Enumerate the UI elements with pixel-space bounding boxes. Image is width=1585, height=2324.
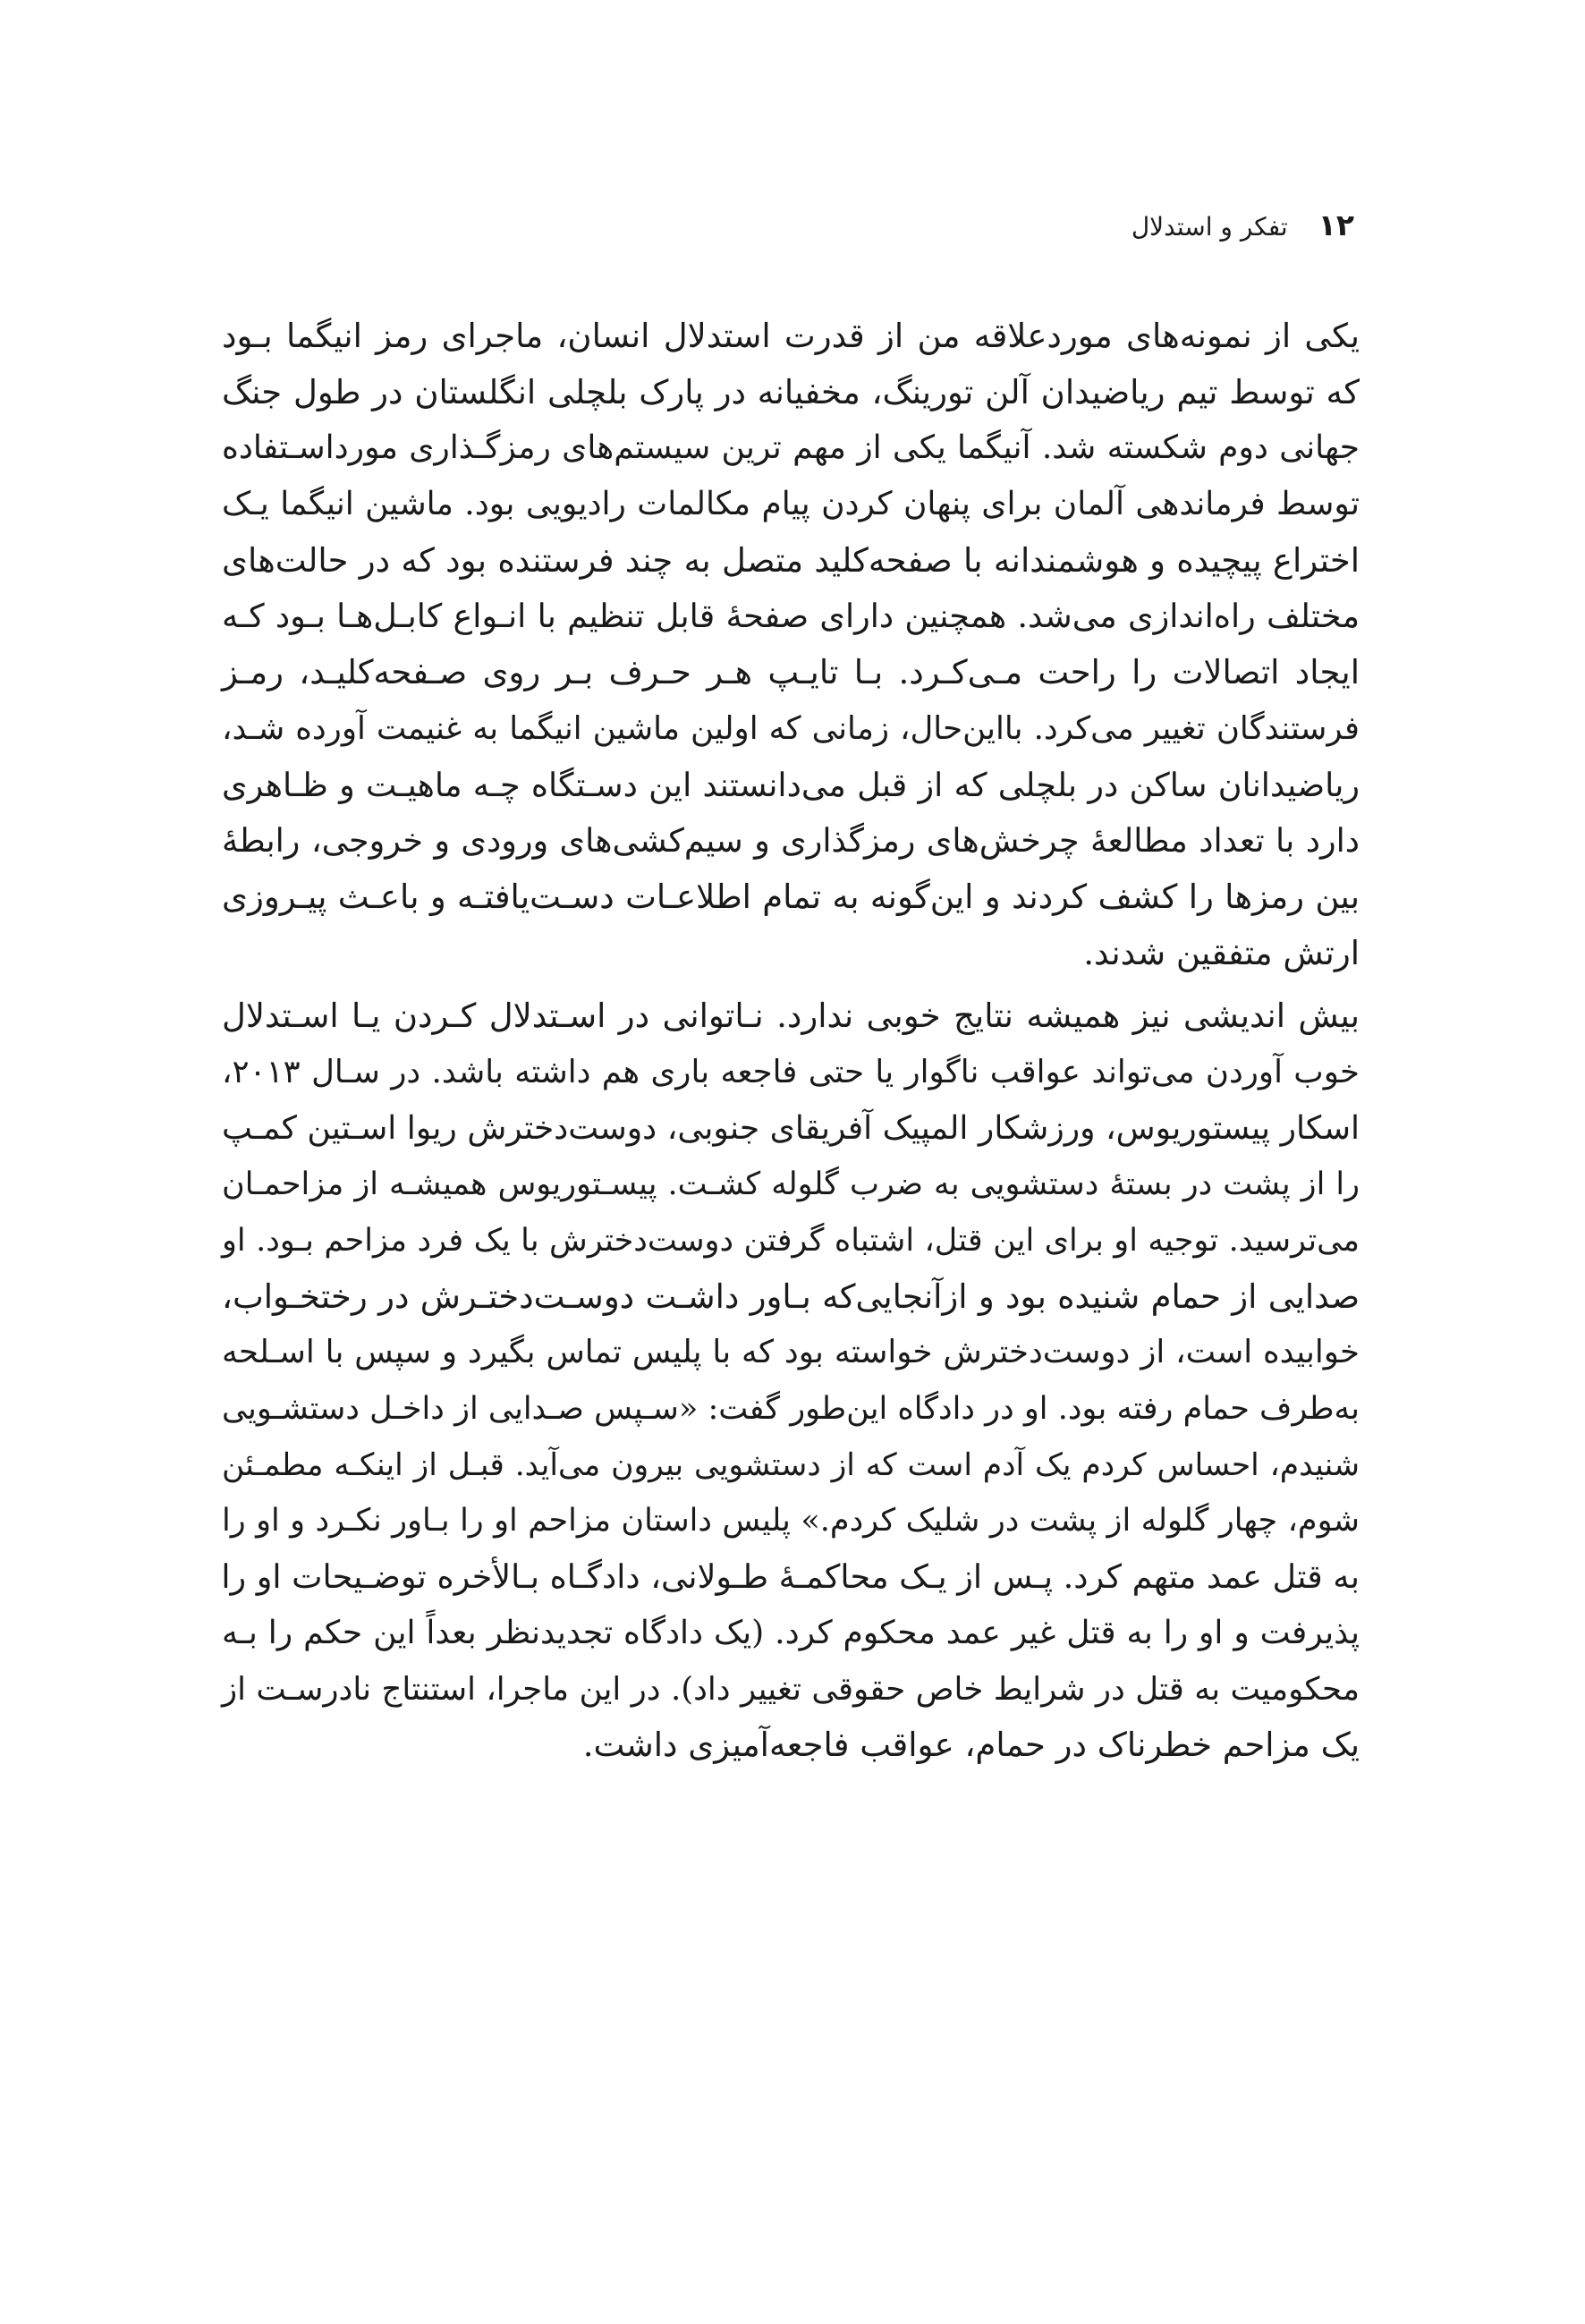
text-line: به قتل عمد متهم کرد. پـس از یـک محاکمـهٔ طـولانی، دادگـاه بـالأخره توضـیحات او را: [221, 1557, 1360, 1597]
page-number: ۱۲: [1318, 208, 1354, 242]
text-line: توسط فرماندهی آلمان برای پنهان کردن پیام مکالمات رادیویی بود. ماشین انیگما یـک: [222, 486, 1360, 523]
text-line: شوم، چهار گلوله از پشت در شلیک کردم.» پلیس داستان مزاحم او را بـاور نکـرد و او را: [222, 1503, 1360, 1539]
text-line: به‌طرف حمام رفته بود. او در دادگاه این‌طور گفت: «سـپس صـدایی از داخـل دستشـویی: [222, 1391, 1360, 1428]
text-line: که توسط تیم ریاضیدان آلن تورینگ، مخفیانه در پارک بلچلی انگلستان در طول جنگ: [222, 372, 1360, 411]
text-line: ارتش متفقین شدند.: [1083, 933, 1360, 972]
text-line: یک مزاحم خطرناک در حمام، عواقب فاجعه‌آمیزی داشت.: [582, 1726, 1360, 1765]
text-line: ایجاد اتصالات را راحت مـی‌کـرد. بـا تایـپ هـر حـرف بـر روی صـفحه‌کلیـد، رمـز: [222, 653, 1360, 692]
text-line: شنیدم، احساس کردم یک آدم است که از دستشویی بیرون می‌آید. قبـل از اینکـه مطمـئن: [222, 1446, 1360, 1483]
text-line: محکومیت به قتل در شرایط خاص حقوقی تغییر داد). در این ماجرا، استنتاج نادرسـت از: [222, 1670, 1360, 1708]
text-line: خوابیده است، از دوست‌دخترش خواسته بود که با پلیس تماس بگیرد و سپس با اسـلحه: [222, 1334, 1360, 1371]
text-line: دارد با تعداد مطالعهٔ چرخش‌های رمزگذاری و سیم‌کشی‌های ورودی و خروجی، رابطهٔ: [222, 821, 1360, 861]
text-line: پذیرفت و او را به قتل غیر عمد محکوم کرد. (یک دادگاه تجدیدنظر بعداً این حکم را بـه: [222, 1614, 1360, 1651]
text-line: اختراع پیچیده و هوشمندانه با صفحه‌کلید متصل به چند فرستنده بود که در حالت‌های: [222, 540, 1360, 580]
text-line: مختلف راه‌اندازی می‌شد. همچنین دارای صفحهٔ قابل تنظیم با انـواع کابـل‌هـا بـود کـه: [222, 597, 1360, 636]
paragraph-pistorius: [222, 988, 1360, 1774]
paragraph-enigma: [222, 309, 1360, 981]
text-line: یکی از نمونه‌های موردعلاقه من از قدرت استدلال انسان، ماجرای رمز انیگما بـود: [222, 317, 1360, 355]
text-line: خوب آوردن می‌تواند عواقب ناگوار یا حتی فاجعه باری هم داشته باشد. در سـال ۲۰۱۳،: [222, 1053, 1360, 1090]
text-line: صدایی از حمام شنیده بود و ازآنجایی‌که بـاور داشـت دوسـت‌دختـرش در رختخـواب،: [222, 1277, 1360, 1316]
text-line: بین رمزها را کشف کردند و این‌گونه به تمام اطلاعـات دسـت‌یافتـه و باعـث پیـروزی: [222, 877, 1360, 916]
text-line: را از پشت در بستهٔ دستشویی به ضرب گلوله کشـت. پیسـتوریوس همیشـه از مزاحمـان: [222, 1166, 1360, 1203]
running-header: [1132, 208, 1354, 245]
text-line: جهانی دوم شکسته شد. آنیگما یکی از مهم ترین سیستم‌های رمزگـذاری مورداسـتفاده: [222, 429, 1360, 467]
text-line: می‌ترسید. توجیه او برای این قتل، اشتباه گرفتن دوست‌دخترش با یک فرد مزاحم بـود. او: [222, 1223, 1360, 1259]
body-text: [222, 309, 1360, 1774]
text-line: اسکار پیستوریوس، ورزشکار المپیک آفریقای جنوبی، دوست‌دخترش ریوا اسـتین کمـپ: [222, 1109, 1360, 1147]
text-line: بیش اندیشی نیز همیشه نتایج خوبی ندارد. نـاتوانی در اسـتدلال کـردن یـا اسـتدلال: [222, 997, 1360, 1036]
text-line: ریاضیدانان ساکن در بلچلی که از قبل می‌دانستند این دسـتگاه چـه ماهیـت و ظـاهری: [222, 765, 1360, 804]
text-line: فرستندگان تغییر می‌کرد. بااین‌حال، زمانی که اولین ماشین انیگما به غنیمت آورده شـد،: [222, 709, 1360, 747]
running-title: تفکر و استدلال: [1131, 212, 1288, 242]
